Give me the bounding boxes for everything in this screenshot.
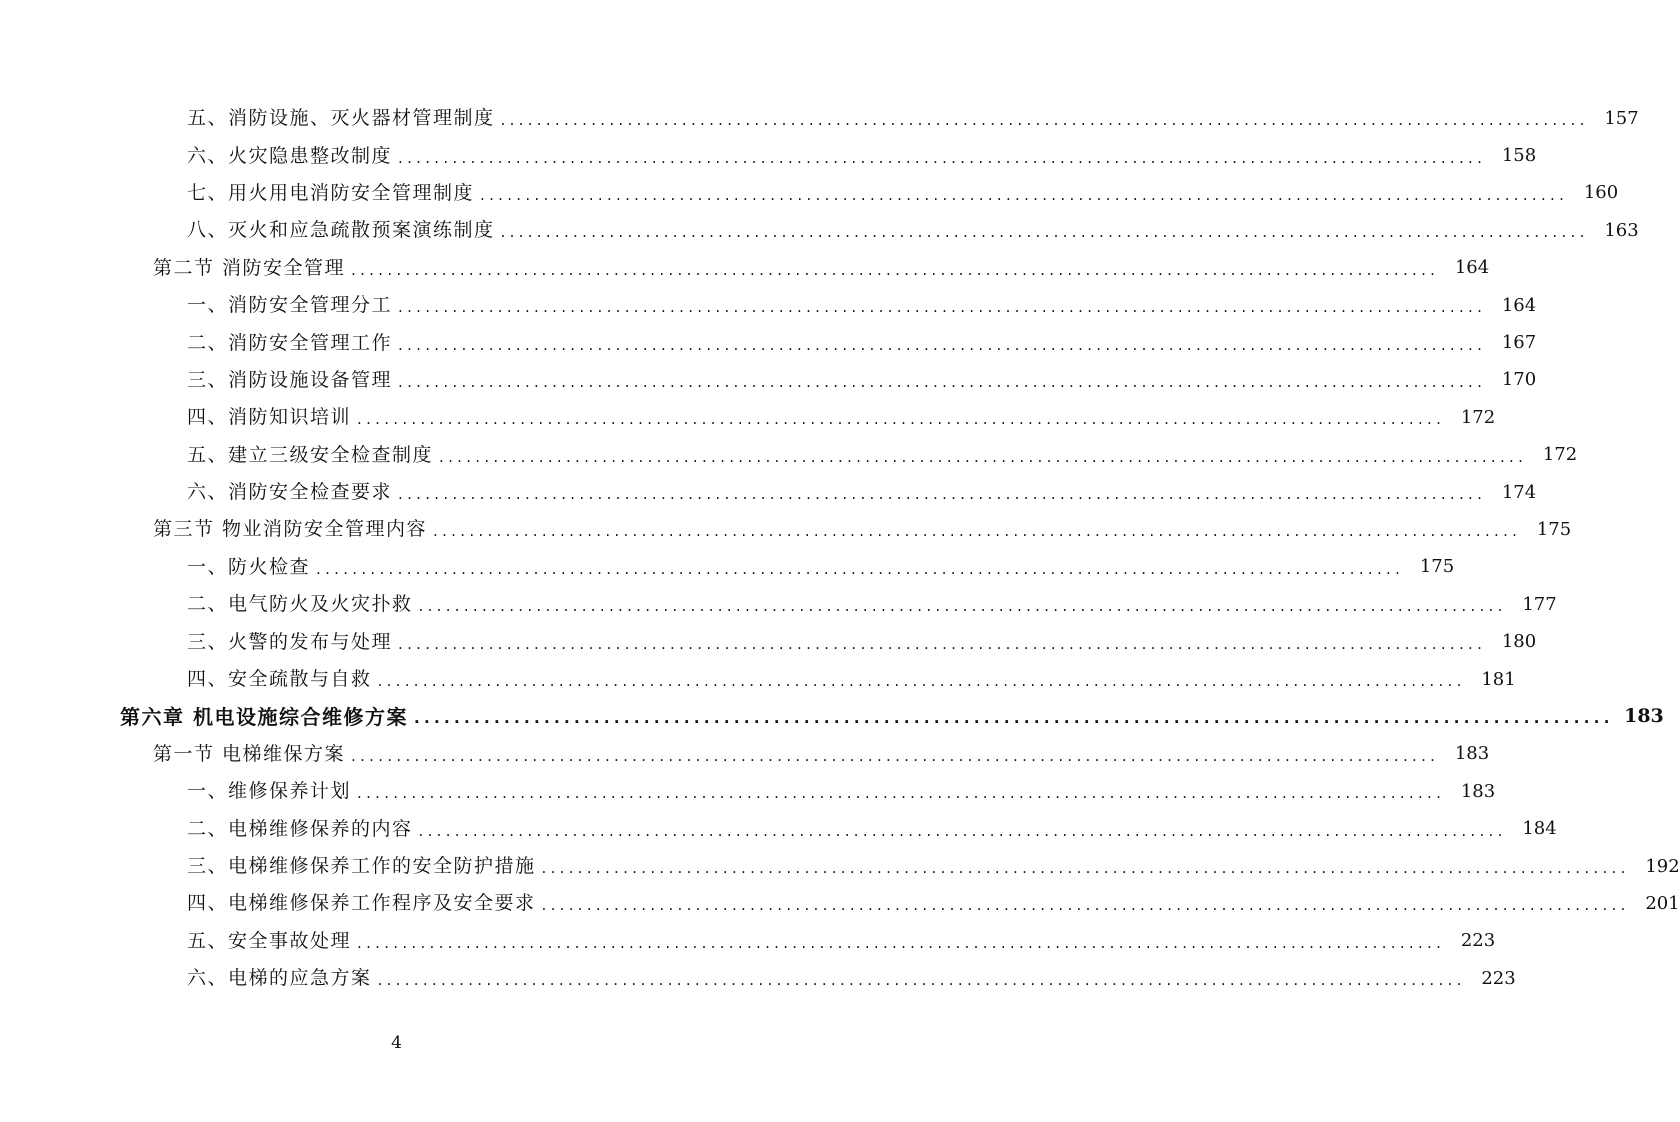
- toc-dot-leader: ........................................................................................................................: [398, 634, 1487, 653]
- toc-entry-page: 177: [1522, 593, 1557, 615]
- toc-dot-leader: ........................................................................................................................: [398, 372, 1487, 391]
- toc-entry-page: 183: [1454, 743, 1490, 765]
- toc-subsection-entry[interactable]: [0, 437, 1578, 474]
- toc-dot-leader: ........................................................................................................................: [500, 223, 1589, 242]
- toc-entry-title: 四、消防知识培训: [187, 406, 352, 429]
- toc-entry-page: 172: [1542, 444, 1578, 466]
- toc-entry-title: 一、消防安全管理分工: [187, 294, 393, 317]
- toc-dot-leader: ........................................................................................................................: [433, 522, 1522, 541]
- toc-entry-title: 一、防火检查: [187, 555, 311, 578]
- toc-entry-page: 174: [1501, 481, 1537, 503]
- toc-entry-title: 三、火警的发布与处理: [187, 630, 393, 653]
- toc-subsection-entry[interactable]: [0, 960, 1516, 997]
- toc-subsection-entry[interactable]: [0, 399, 1496, 436]
- toc-entry-title: 五、安全事故处理: [187, 929, 352, 952]
- toc-dot-leader: ........................................................................................................................: [357, 933, 1446, 952]
- toc-dot-leader: ........................................................................................................................: [398, 298, 1487, 317]
- toc-entry-page: 175: [1419, 556, 1455, 578]
- toc-dot-leader: ........................................................................................................................: [500, 111, 1589, 130]
- toc-dot-leader: ........................................................................................................................: [398, 335, 1487, 354]
- toc-entry-title: 五、消防设施、灭火器材管理制度: [187, 107, 495, 130]
- toc-entry-page: 167: [1501, 332, 1537, 354]
- toc-entry-title: 六、火灾隐患整改制度: [187, 144, 393, 167]
- toc-entry-page: 160: [1583, 182, 1619, 204]
- toc-entry-title: 四、安全疏散与自救: [187, 668, 372, 691]
- toc-entry-title: 五、建立三级安全检查制度: [187, 443, 434, 466]
- toc-entry-title: 七、用火用电消防安全管理制度: [187, 181, 475, 204]
- toc-section-entry[interactable]: [0, 736, 1490, 773]
- toc-entry-title: 第三节 物业消防安全管理内容: [153, 518, 428, 541]
- toc-entry-title: 六、电梯的应急方案: [187, 967, 372, 990]
- toc-section-entry[interactable]: [0, 250, 1490, 287]
- toc-subsection-entry[interactable]: [0, 623, 1537, 660]
- toc-subsection-entry[interactable]: [0, 212, 1639, 249]
- toc-subsection-entry[interactable]: [0, 810, 1557, 847]
- toc-entry-page: 223: [1481, 967, 1516, 989]
- toc-dot-leader: ........................................................................................................................: [377, 672, 1466, 691]
- toc-entry-title: 二、电气防火及火灾扑救: [187, 593, 413, 616]
- toc-dot-leader: ........................................................................................................................: [357, 410, 1446, 429]
- toc-subsection-entry[interactable]: [0, 362, 1537, 399]
- toc-dot-leader: ........................................................................................................................: [377, 971, 1466, 990]
- toc-entry-title: 三、消防设施设备管理: [187, 368, 393, 391]
- toc-subsection-entry[interactable]: [0, 175, 1619, 212]
- toc-subsection-entry[interactable]: [0, 324, 1537, 361]
- toc-dot-leader: ........................................................................................................................: [351, 260, 1440, 279]
- toc-section-entry[interactable]: [0, 511, 1572, 548]
- toc-entry-page: 183: [1624, 705, 1664, 728]
- toc-entry-page: 192: [1645, 855, 1680, 877]
- toc-entry-title: 三、电梯维修保养工作的安全防护措施: [187, 855, 536, 877]
- toc-entry-title: 第六章 机电设施综合维修方案: [120, 704, 408, 729]
- toc-subsection-entry[interactable]: [0, 100, 1639, 137]
- toc-entry-page: 157: [1604, 107, 1639, 129]
- toc-entry-page: 163: [1604, 219, 1639, 241]
- toc-entry-page: 158: [1501, 145, 1537, 167]
- toc-dot-leader: ........................................................................................................................: [541, 896, 1630, 915]
- toc-dot-leader: ........................................................................................................................: [351, 746, 1440, 765]
- toc-subsection-entry[interactable]: [0, 923, 1496, 960]
- toc-entry-title: 第一节 电梯维保方案: [153, 742, 346, 765]
- toc-entry-page: 175: [1536, 518, 1572, 540]
- toc-subsection-entry[interactable]: [0, 287, 1537, 324]
- toc-dot-leader: ........................................................................................................................: [418, 597, 1507, 616]
- toc-entry-title: 二、消防安全管理工作: [187, 331, 393, 354]
- toc-dot-leader: ........................................................................................................................: [418, 821, 1507, 840]
- toc-entry-page: 183: [1460, 780, 1496, 802]
- toc-subsection-entry[interactable]: [0, 885, 1680, 922]
- toc-entry-title: 二、电梯维修保养的内容: [187, 817, 413, 840]
- toc-subsection-entry[interactable]: [0, 474, 1537, 511]
- toc-entry-title: 一、维修保养计划: [187, 780, 352, 803]
- toc-entry-page: 164: [1454, 257, 1490, 279]
- toc-entry-page: 181: [1481, 668, 1516, 690]
- toc-subsection-entry[interactable]: [0, 137, 1537, 174]
- toc-subsection-entry[interactable]: [0, 549, 1455, 586]
- toc-subsection-entry[interactable]: [0, 586, 1557, 623]
- page-number: 4: [391, 1033, 402, 1053]
- toc-entry-title: 八、灭火和应急疏散预案演练制度: [187, 219, 495, 242]
- toc-entry-page: 172: [1460, 406, 1496, 428]
- toc-entry-title: 六、消防安全检查要求: [187, 481, 393, 504]
- toc-dot-leader: ........................................................................................................................: [398, 485, 1487, 504]
- toc-dot-leader: ........................................................................................................................: [357, 784, 1446, 803]
- toc-subsection-entry[interactable]: [0, 848, 1680, 885]
- toc-entry-page: 184: [1522, 818, 1557, 840]
- toc-chapter-entry[interactable]: [0, 698, 1664, 735]
- toc-dot-leader: ........................................................................................................................: [316, 559, 1405, 578]
- toc-entry-page: 170: [1501, 369, 1537, 391]
- toc-entry-title: 第二节 消防安全管理: [153, 256, 346, 279]
- toc-entry-title: 四、电梯维修保养工作程序及安全要求: [187, 892, 536, 915]
- toc-dot-leader: ........................................................................................................................: [413, 709, 1614, 728]
- table-of-contents: [0, 100, 1680, 997]
- toc-subsection-entry[interactable]: [0, 661, 1516, 698]
- toc-subsection-entry[interactable]: [0, 773, 1496, 810]
- toc-dot-leader: ........................................................................................................................: [439, 447, 1528, 466]
- toc-entry-page: 201: [1645, 892, 1680, 914]
- toc-dot-leader: ........................................................................................................................: [541, 859, 1630, 877]
- toc-dot-leader: ........................................................................................................................: [398, 148, 1487, 167]
- toc-entry-page: 180: [1501, 631, 1537, 653]
- toc-dot-leader: ........................................................................................................................: [480, 185, 1569, 204]
- toc-entry-page: 223: [1460, 930, 1496, 952]
- toc-entry-page: 164: [1501, 294, 1537, 316]
